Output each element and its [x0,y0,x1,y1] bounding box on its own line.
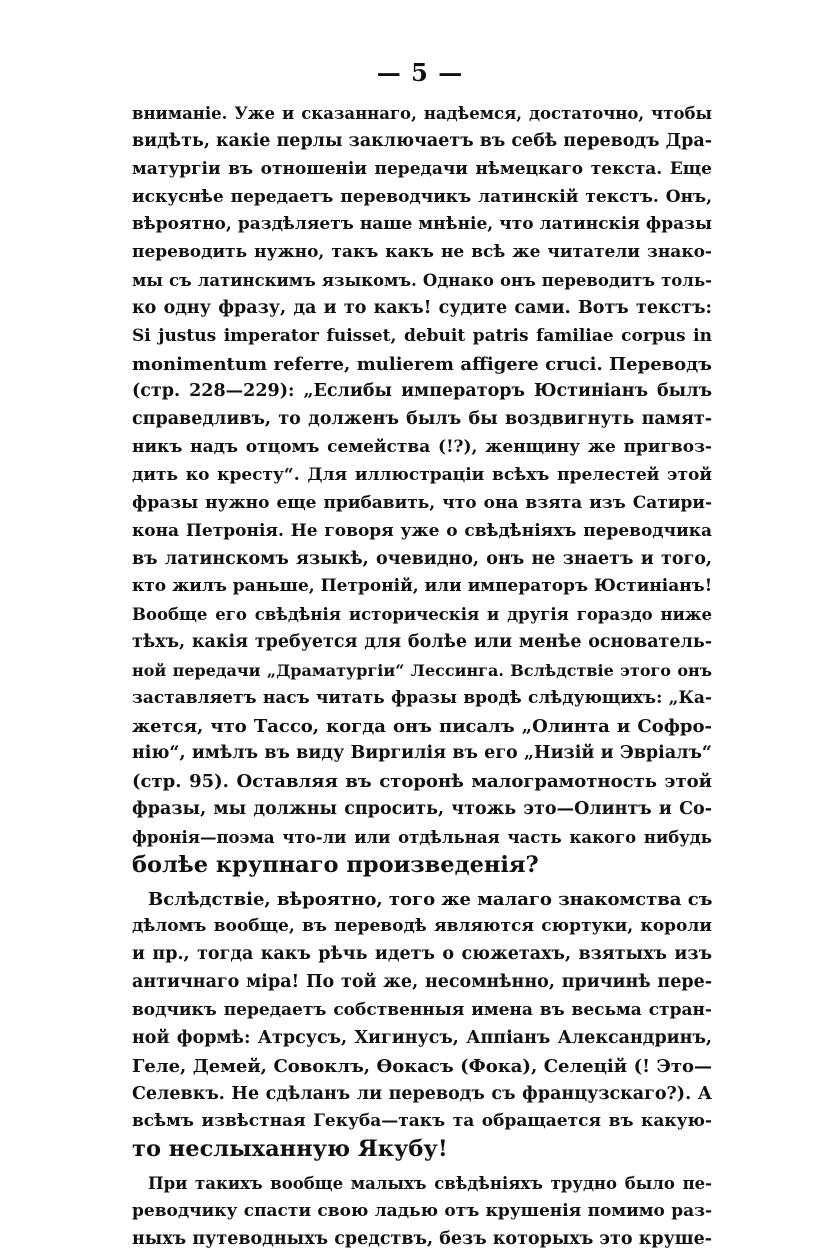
text-line: кто жилъ раньше, Петроній, или императоръ Юстиніанъ! [132,576,712,597]
text-line: переводить нужно, такъ какъ не всѣ же читатели знако- [132,242,712,263]
text-line: болѣе крупнаго произведенія? [132,851,539,878]
text-line: античнаго міра! По той же, несомнѣнно, причинѣ пере- [132,972,712,993]
text-line: матургіи въ отношеніи передачи нѣмецкаго текста. Еще [132,158,712,179]
text-line: и пр., тогда какъ рѣчь идетъ о сюжетахъ, взятыхъ изъ [132,944,712,965]
text-line: фронія—поэма что-ли или отдѣльная часть какого нибудь [132,827,712,847]
paragraph-2 [132,886,712,1164]
text-line: фразы нужно еще прибавить, что она взята изъ Сатири- [132,492,712,513]
text-line: никъ надъ отцомъ семейства (!?), женщину же пригвоз- [132,437,712,458]
paragraph-1 [132,100,712,880]
text-line: всѣмъ извѣстная Гекуба—такъ та обращается въ какую- [132,1111,712,1132]
text-line: При такихъ вообще малыхъ свѣдѣніяхъ трудно было пе- [148,1174,712,1194]
text-line: жется, что Тассо, когда онъ писалъ „Олинта и Софро- [132,715,712,737]
text-line: Вслѣдствіе, вѣроятно, того же малаго знакомства съ [148,888,712,910]
text-line: ной формѣ: Атрсусъ, Хигинусъ, Аппіанъ Александринъ, [132,1027,712,1048]
page-body [132,100,712,1254]
text-line: дѣломъ вообще, въ переводѣ являются сюртуки, короли [132,916,712,937]
text-line: ной передачи „Драматургіи“ Лессинга. Вслѣдствіе этого онъ [132,660,712,680]
text-line: въ латинскомъ языкѣ, очевидно, онъ не знаетъ и того, [132,548,712,569]
text-line: ныхъ путеводныхъ средствъ, безъ которыхъ это круше- [132,1228,712,1249]
text-line: реводчику спасти свою ладью отъ крушенія помимо раз- [132,1200,712,1221]
text-line: (стр. 95). Оставляя въ сторонѣ малограмотность этой [132,771,712,793]
text-line: Геле, Демей, Совоклъ, Өокасъ (Фока), Селецій (! Это— [132,1055,712,1077]
text-line: тѣхъ, какія требуется для болѣе или менѣе основатель- [132,632,712,653]
text-line: заставляетъ насъ читать фразы вродѣ слѣдующихъ: „Ка- [132,687,712,708]
paragraph-3 [132,1170,712,1254]
text-line: ко одну фразу, да и то какъ! судите сами. Вотъ текстъ: [132,297,712,318]
text-line: (стр. 228—229): „Еслибы императоръ Юстиніанъ былъ [132,381,712,402]
text-line: вниманіе. Уже и сказаннаго, надѣемся, достаточно, чтобы [132,104,712,123]
text-line: то неслыханную Якубу! [132,1136,448,1163]
latin-text-line: monimentum referre, mulierem affigere cruci. Переводъ [132,353,712,375]
page-number: — 5 — [376,58,464,87]
text-line: Селевкъ. Не сдѣланъ ли переводъ съ французскаго?). А [132,1083,712,1104]
text-line: дить ко кресту“. Для иллюстраціи всѣхъ прелестей этой [132,464,712,485]
text-line: фразы, мы должны спросить, чтожь это—Олинтъ и Со- [132,799,712,820]
text-line: Вообще его свѣдѣнія историческія и другія гораздо ниже [132,605,712,625]
text-line: видѣть, какіе перлы заключаетъ въ себѣ переводъ Дра- [132,130,712,151]
text-line: искуснѣе передаетъ переводчикъ латинскій текстъ. Онъ, [132,186,712,207]
text-line: нію“, имѣлъ въ виду Виргилія въ его „Низій и Эвріалъ“ [132,743,712,764]
text-line: справедливъ, то долженъ былъ бы воздвигнуть памят- [132,409,712,430]
text-line: мы съ латинскимъ языкомъ. Однако онъ переводитъ толь- [132,271,712,291]
text-line: вѣроятно, раздѣляетъ наше мнѣніе, что латинскія фразы [132,214,712,235]
latin-text-line: Si justus imperator fuisset, debuit patris familiae corpus in [132,325,712,346]
text-line: кона Петронія. Не говоря уже о свѣдѣніяхъ переводчика [132,520,712,541]
text-line: водчикъ передаетъ собственныя имена въ весьма стран- [132,1000,712,1020]
